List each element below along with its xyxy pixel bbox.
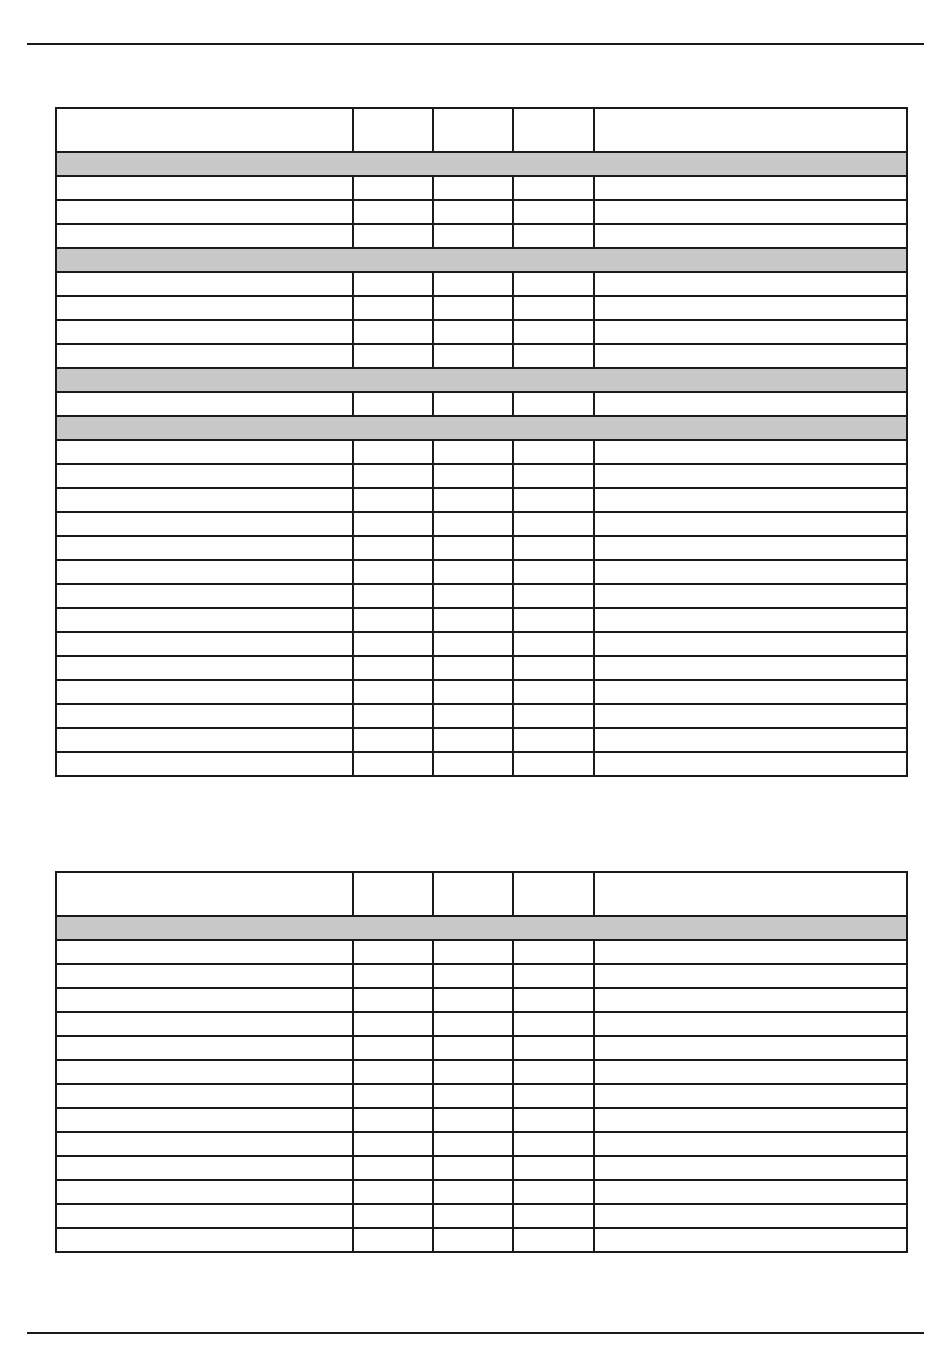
form-table-1 — [55, 107, 908, 777]
table-cell — [353, 1108, 433, 1132]
table-cell — [513, 1228, 594, 1252]
table-cell — [513, 440, 594, 464]
table-cell — [513, 488, 594, 512]
table-cell — [513, 680, 594, 704]
table-row — [56, 656, 907, 680]
table-cell — [594, 1012, 907, 1036]
table-cell — [513, 608, 594, 632]
table-cell — [513, 656, 594, 680]
table-cell — [513, 1132, 594, 1156]
table-cell — [56, 1108, 353, 1132]
table-row — [56, 1060, 907, 1084]
table-row — [56, 392, 907, 416]
table-cell — [594, 536, 907, 560]
table-row — [56, 1156, 907, 1180]
table-cell — [56, 728, 353, 752]
table-cell — [353, 1084, 433, 1108]
table-cell — [56, 440, 353, 464]
section-title — [56, 416, 907, 440]
table-body — [56, 108, 907, 776]
table-cell — [594, 464, 907, 488]
table-cell — [56, 1036, 353, 1060]
table-cell — [56, 464, 353, 488]
table-cell — [56, 560, 353, 584]
table-row — [56, 224, 907, 248]
table-cell — [594, 584, 907, 608]
table-cell — [594, 1228, 907, 1252]
table-cell — [513, 176, 594, 200]
table-cell — [56, 1060, 353, 1084]
table-cell — [594, 560, 907, 584]
table-row — [56, 272, 907, 296]
table-cell — [56, 512, 353, 536]
table-cell — [433, 704, 513, 728]
table-cell — [594, 752, 907, 776]
table-cell — [56, 1156, 353, 1180]
table-cell — [513, 224, 594, 248]
table-cell — [56, 608, 353, 632]
table-cell — [513, 940, 594, 964]
table-cell — [594, 320, 907, 344]
table-row — [56, 512, 907, 536]
table-cell — [353, 512, 433, 536]
table-row — [56, 344, 907, 368]
table-cell — [353, 272, 433, 296]
table-cell — [594, 1132, 907, 1156]
table-cell — [594, 988, 907, 1012]
table-cell — [353, 1156, 433, 1180]
table-cell — [433, 176, 513, 200]
table-cell — [594, 440, 907, 464]
table-cell — [56, 940, 353, 964]
table-cell — [513, 1156, 594, 1180]
table-cell — [594, 680, 907, 704]
table-cell — [433, 964, 513, 988]
table-cell — [594, 1156, 907, 1180]
table-cell — [56, 704, 353, 728]
table-cell — [353, 224, 433, 248]
section-header-row — [56, 916, 907, 940]
table-cell — [433, 512, 513, 536]
table-cell — [513, 988, 594, 1012]
table-cell — [353, 440, 433, 464]
table-cell — [56, 224, 353, 248]
table-cell — [433, 584, 513, 608]
column-header — [513, 872, 594, 916]
table-cell — [433, 344, 513, 368]
table-cell — [433, 1060, 513, 1084]
table-cell — [56, 320, 353, 344]
section-header-row — [56, 152, 907, 176]
table-cell — [433, 940, 513, 964]
table-row — [56, 296, 907, 320]
section-title — [56, 248, 907, 272]
table-cell — [594, 272, 907, 296]
table-cell — [594, 964, 907, 988]
table-cell — [353, 320, 433, 344]
table-cell — [513, 584, 594, 608]
table-row — [56, 728, 907, 752]
table-cell — [353, 656, 433, 680]
table-row — [56, 1132, 907, 1156]
table-cell — [353, 1012, 433, 1036]
table-cell — [513, 704, 594, 728]
table-cell — [353, 1180, 433, 1204]
table-row — [56, 1012, 907, 1036]
table-cell — [513, 536, 594, 560]
table-cell — [56, 272, 353, 296]
table-cell — [594, 200, 907, 224]
table-cell — [56, 752, 353, 776]
table-cell — [433, 200, 513, 224]
table-cell — [433, 1180, 513, 1204]
section-header-row — [56, 416, 907, 440]
table-cell — [353, 1132, 433, 1156]
table-cell — [56, 656, 353, 680]
table-cell — [594, 1108, 907, 1132]
table-row — [56, 1084, 907, 1108]
table-cell — [353, 988, 433, 1012]
table-cell — [433, 1132, 513, 1156]
table-cell — [433, 536, 513, 560]
table-cell — [353, 1036, 433, 1060]
table-cell — [353, 608, 433, 632]
table-cell — [513, 200, 594, 224]
table-cell — [594, 1036, 907, 1060]
table-row — [56, 200, 907, 224]
table-cell — [433, 1036, 513, 1060]
table-cell — [513, 752, 594, 776]
table-cell — [433, 1084, 513, 1108]
table-cell — [353, 488, 433, 512]
table-cell — [513, 1036, 594, 1060]
table-cell — [594, 392, 907, 416]
table-cell — [594, 296, 907, 320]
table-cell — [594, 656, 907, 680]
table-cell — [433, 320, 513, 344]
column-header — [353, 108, 433, 152]
table-cell — [513, 1060, 594, 1084]
table-cell — [433, 1108, 513, 1132]
section-title — [56, 916, 907, 940]
table-cell — [56, 296, 353, 320]
table-cell — [56, 1228, 353, 1252]
table-cell — [513, 272, 594, 296]
table-cell — [513, 392, 594, 416]
table-row — [56, 632, 907, 656]
table-cell — [513, 560, 594, 584]
table-row — [56, 752, 907, 776]
table-cell — [433, 680, 513, 704]
table-cell — [513, 1108, 594, 1132]
table-cell — [353, 752, 433, 776]
table-cell — [513, 344, 594, 368]
table-cell — [353, 344, 433, 368]
table-cell — [353, 536, 433, 560]
table-cell — [513, 632, 594, 656]
column-header — [433, 108, 513, 152]
section-title — [56, 152, 907, 176]
table-cell — [594, 632, 907, 656]
table-cell — [513, 1084, 594, 1108]
table-cell — [433, 272, 513, 296]
table-cell — [433, 1204, 513, 1228]
table-row — [56, 488, 907, 512]
table-cell — [353, 584, 433, 608]
table-cell — [433, 560, 513, 584]
table-cell — [56, 536, 353, 560]
table-cell — [353, 940, 433, 964]
table-cell — [513, 296, 594, 320]
table-cell — [56, 988, 353, 1012]
table-cell — [56, 488, 353, 512]
table-cell — [353, 1228, 433, 1252]
table-cell — [433, 656, 513, 680]
table-cell — [56, 176, 353, 200]
column-header — [353, 872, 433, 916]
table-cell — [56, 392, 353, 416]
table-cell — [353, 728, 433, 752]
table-cell — [433, 392, 513, 416]
table-cell — [594, 704, 907, 728]
table-cell — [433, 464, 513, 488]
table-cell — [56, 680, 353, 704]
table-cell — [513, 964, 594, 988]
table-cell — [513, 728, 594, 752]
table-cell — [513, 464, 594, 488]
table-cell — [433, 224, 513, 248]
table-cell — [433, 1156, 513, 1180]
table-cell — [353, 200, 433, 224]
table-cell — [513, 320, 594, 344]
table-cell — [433, 296, 513, 320]
table-cell — [594, 940, 907, 964]
table-cell — [56, 632, 353, 656]
table-cell — [56, 344, 353, 368]
table-cell — [513, 1180, 594, 1204]
table-row — [56, 440, 907, 464]
section-header-row — [56, 368, 907, 392]
column-header — [56, 872, 353, 916]
table-body — [56, 872, 907, 1252]
section-title — [56, 368, 907, 392]
table-cell — [594, 512, 907, 536]
form-table-2 — [55, 871, 908, 1253]
table-cell — [594, 728, 907, 752]
table-row — [56, 176, 907, 200]
table-cell — [433, 752, 513, 776]
table-cell — [433, 728, 513, 752]
table-cell — [594, 608, 907, 632]
table-cell — [56, 1084, 353, 1108]
table-cell — [594, 1084, 907, 1108]
table-row — [56, 1228, 907, 1252]
table-row — [56, 988, 907, 1012]
table-cell — [353, 176, 433, 200]
table-cell — [353, 704, 433, 728]
table-row — [56, 1180, 907, 1204]
table-cell — [433, 988, 513, 1012]
table-cell — [353, 632, 433, 656]
table-cell — [433, 440, 513, 464]
table-row — [56, 704, 907, 728]
table-cell — [594, 1060, 907, 1084]
table-cell — [513, 1012, 594, 1036]
table-cell — [594, 224, 907, 248]
table-cell — [353, 964, 433, 988]
table-row — [56, 320, 907, 344]
table-row — [56, 1036, 907, 1060]
table-cell — [353, 464, 433, 488]
table-cell — [56, 1180, 353, 1204]
column-header — [594, 872, 907, 916]
column-header — [594, 108, 907, 152]
table-cell — [353, 392, 433, 416]
table-row — [56, 536, 907, 560]
table-cell — [433, 608, 513, 632]
table-row — [56, 584, 907, 608]
table-cell — [353, 296, 433, 320]
table-cell — [56, 584, 353, 608]
table-cell — [513, 1204, 594, 1228]
column-header — [433, 872, 513, 916]
table-cell — [594, 1204, 907, 1228]
table-cell — [594, 488, 907, 512]
table-cell — [594, 1180, 907, 1204]
table-row — [56, 940, 907, 964]
table-row — [56, 464, 907, 488]
table-cell — [56, 1132, 353, 1156]
table-cell — [433, 632, 513, 656]
table-row — [56, 964, 907, 988]
table-cell — [433, 1228, 513, 1252]
table-cell — [433, 488, 513, 512]
table-cell — [56, 200, 353, 224]
table-cell — [594, 176, 907, 200]
column-header — [513, 108, 594, 152]
header-row — [56, 872, 907, 916]
header-rule — [27, 43, 924, 45]
table-row — [56, 680, 907, 704]
table-cell — [594, 344, 907, 368]
table-cell — [56, 964, 353, 988]
table-row — [56, 1108, 907, 1132]
section-header-row — [56, 248, 907, 272]
table-cell — [353, 680, 433, 704]
table-cell — [56, 1012, 353, 1036]
table-cell — [513, 512, 594, 536]
table-row — [56, 1204, 907, 1228]
table-row — [56, 560, 907, 584]
header-row — [56, 108, 907, 152]
table-cell — [353, 1060, 433, 1084]
table-cell — [353, 560, 433, 584]
table-cell — [56, 1204, 353, 1228]
table-row — [56, 608, 907, 632]
column-header — [56, 108, 353, 152]
table-cell — [353, 1204, 433, 1228]
footer-rule — [27, 1332, 924, 1334]
table-cell — [433, 1012, 513, 1036]
